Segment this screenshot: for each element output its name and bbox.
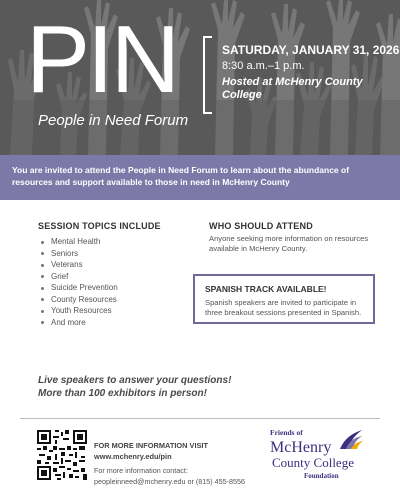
- list-item: Suicide Prevention: [38, 282, 118, 294]
- invitation-text: You are invited to attend the People in Need Forum to learn about the abundance of resources and support available to those in need in McHenry County: [12, 165, 350, 187]
- event-highlights: [38, 374, 231, 400]
- list-item: Grief: [38, 271, 118, 283]
- session-topics-list: [38, 236, 118, 328]
- invitation-band: [0, 155, 400, 200]
- bracket-divider: [203, 36, 212, 114]
- list-item: Veterans: [38, 259, 118, 271]
- flame-logo-icon: [338, 428, 364, 450]
- logo-name-line1: McHenry: [270, 439, 332, 456]
- more-info-url-link[interactable]: www.mchenry.edu/pin: [94, 452, 172, 461]
- more-info-heading: FOR MORE INFORMATION VISIT: [94, 441, 209, 450]
- list-item: Mental Health: [38, 236, 118, 248]
- hero-banner: [0, 0, 400, 155]
- logo-name-line2: County College: [272, 455, 354, 470]
- list-item: Youth Resources: [38, 305, 118, 317]
- list-item: County Resources: [38, 294, 118, 306]
- spanish-track-text: Spanish speakers are invited to participate in three breakout sessions presented in Spanish.: [205, 298, 362, 317]
- event-host: Hosted at McHenry County College: [222, 76, 363, 101]
- logo-friends-text: Friends of: [270, 428, 303, 437]
- who-should-attend-text: Anyone seeking more information on resources available in McHenry County.: [209, 234, 369, 253]
- session-topics-heading: SESSION TOPICS INCLUDE: [38, 221, 161, 231]
- highlight-exhibitors: More than 100 exhibitors in person!: [38, 388, 207, 399]
- contact-info: peopleinneed@mchenry.edu or (815) 455-8556: [94, 477, 246, 486]
- forum-subtitle: People in Need Forum: [38, 112, 189, 129]
- spanish-track-heading: SPANISH TRACK AVAILABLE!: [205, 284, 327, 294]
- highlight-speakers: Live speakers to answer your questions!: [38, 375, 232, 386]
- footer-divider: [20, 418, 380, 419]
- forum-acronym-title: PIN: [26, 6, 178, 113]
- event-date: SATURDAY, JANUARY 31, 2026: [222, 43, 400, 57]
- foundation-logo: [270, 428, 382, 490]
- event-time: 8:30 a.m.–1 p.m.: [222, 60, 305, 72]
- list-item: Seniors: [38, 248, 118, 260]
- who-should-attend-heading: WHO SHOULD ATTEND: [209, 221, 313, 231]
- spanish-track-box: [193, 274, 375, 324]
- logo-foundation-text: Foundation: [304, 472, 339, 480]
- contact-label: For more information contact:: [94, 466, 188, 475]
- list-item: And more: [38, 317, 118, 329]
- qr-code[interactable]: [37, 430, 87, 480]
